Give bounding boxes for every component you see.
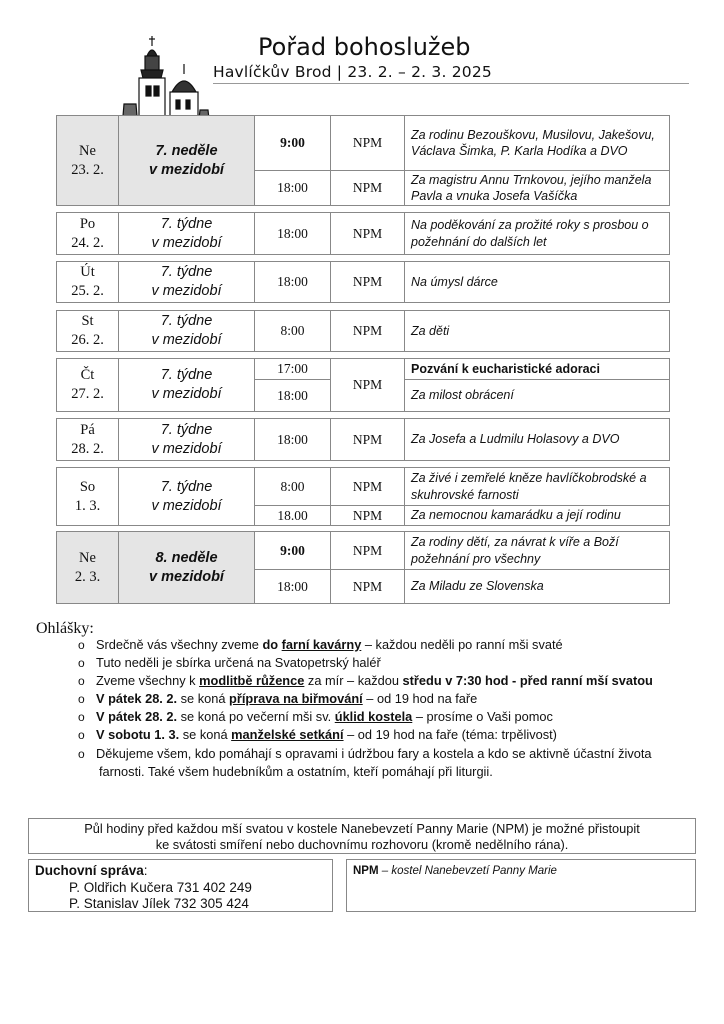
page-title: Pořad bohoslužeb	[258, 33, 471, 61]
list-item: o Zveme všechny k modlitbě růžence za mír – každou středu v 7:30 hod - před ranní mší svatou	[78, 673, 653, 689]
list-item: o Děkujeme všem, kdo pomáhají s opravami i údržbou fary a kostela a kdo se aktivně účastní života farnosti. Také všem hudebníkům a ostatním, kteří pomáhají při liturgii.	[78, 745, 652, 779]
announcements-title: Ohlášky:	[36, 620, 94, 637]
day-cell: So 1. 3.	[57, 468, 119, 525]
liturgical-name-cell: 7. týdne v mezidobí	[119, 359, 255, 411]
schedule-day-block	[56, 115, 670, 206]
schedule-day-block	[56, 467, 670, 526]
header	[0, 0, 724, 110]
day-cell: Pá 28. 2.	[57, 419, 119, 460]
mass-row: 18:00 NPM Za Josefa a Ludmilu Holasovy a DVO	[255, 419, 669, 460]
mass-row: 18:00 NPM Za Miladu ze Slovenska	[255, 569, 669, 603]
liturgical-name-cell: 8. neděle v mezidobí	[119, 532, 255, 603]
schedule-day-block	[56, 418, 670, 461]
mass-row: 18:00 NPM Za magistru Annu Trnkovou, jejího manžela Pavla a vnuka Josefa Vašíčka	[255, 170, 669, 205]
list-item: o Tuto neděli je sbírka určená na Svatopetrský haléř	[78, 655, 381, 671]
clergy-label: Duchovní správa	[35, 863, 144, 878]
liturgical-name-cell: 7. týdne v mezidobí	[119, 419, 255, 460]
mass-row: 8:00 NPM Za živé i zemřelé kněze havlíčkobrodské a skuhrovské farnosti	[255, 468, 669, 505]
mass-row: 9:00 NPM Za rodiny dětí, za návrat k víře a Boží požehnání pro všechny	[255, 532, 669, 569]
legend-abbr: NPM	[353, 865, 379, 877]
schedule-day-block	[56, 261, 670, 303]
day-cell: Ne 2. 3.	[57, 532, 119, 603]
mass-row: 18:00 Za milost obrácení	[255, 379, 669, 411]
priest-contact: P. Stanislav Jílek 732 305 424	[69, 896, 249, 911]
schedule-day-block	[56, 310, 670, 352]
confession-note: Půl hodiny před každou mší svatou v kostele Nanebevzetí Panny Marie (NPM) je možné přistoupit ke svátosti smíření nebo duchovnímu rozhovoru (kromě nedělního rána).	[28, 818, 696, 854]
day-cell: Čt 27. 2.	[57, 359, 119, 411]
priest-contact: P. Oldřich Kučera 731 402 249	[69, 879, 252, 895]
schedule-day-block	[56, 531, 670, 604]
day-cell: Ne 23. 2.	[57, 116, 119, 205]
day-cell: St 26. 2.	[57, 311, 119, 351]
schedule-day-block	[56, 358, 670, 412]
page-subtitle: Havlíčkův Brod | 23. 2. – 2. 3. 2025	[213, 63, 492, 81]
day-cell: Po 24. 2.	[57, 213, 119, 254]
liturgical-name-cell: 7. neděle v mezidobí	[119, 116, 255, 205]
mass-row: 9:00 NPM Za rodinu Bezouškovu, Musilovu, Jakešovu, Václava Šimka, P. Karla Hodíka a DVO	[255, 116, 669, 170]
header-divider	[213, 83, 689, 84]
list-item: o V pátek 28. 2. se koná příprava na biřmování – od 19 hod na faře	[78, 691, 478, 707]
legend-box	[346, 859, 696, 912]
liturgical-name-cell: 7. týdne v mezidobí	[119, 213, 255, 254]
liturgical-name-cell: 7. týdne v mezidobí	[119, 262, 255, 302]
mass-row: 18:00 NPM Na poděkování za prožité roky s prosbou o požehnání do dalších let	[255, 213, 669, 254]
list-item: o Srdečně vás všechny zveme do farní kavárny – každou neděli po ranní mši svaté	[78, 637, 563, 652]
liturgical-name-cell: 7. týdne v mezidobí	[119, 468, 255, 525]
mass-row: 17:00 Pozvání k eucharistické adoraci	[255, 359, 669, 379]
mass-row: 18.00 NPM Za nemocnou kamarádku a její rodinu	[255, 505, 669, 525]
liturgical-name-cell: 7. týdne v mezidobí	[119, 311, 255, 351]
legend-text: – kostel Nanebevzetí Panny Marie	[378, 865, 557, 877]
schedule-day-block	[56, 212, 670, 255]
day-cell: Út 25. 2.	[57, 262, 119, 302]
list-item: o V sobotu 1. 3. se koná manželské setkání – od 19 hod na faře (téma: trpělivost)	[78, 727, 557, 743]
clergy-box: Duchovní správa: P. Oldřich Kučera 731 402 249 P. Stanislav Jílek 732 305 424	[28, 859, 333, 912]
announcements-list	[78, 636, 698, 781]
church-cell: NPM	[331, 359, 405, 411]
mass-row: 8:00 NPM Za děti	[255, 311, 669, 351]
mass-row: 18:00 NPM Na úmysl dárce	[255, 262, 669, 302]
list-item: o V pátek 28. 2. se koná po večerní mši sv. úklid kostela – prosíme o Vaši pomoc	[78, 709, 553, 725]
